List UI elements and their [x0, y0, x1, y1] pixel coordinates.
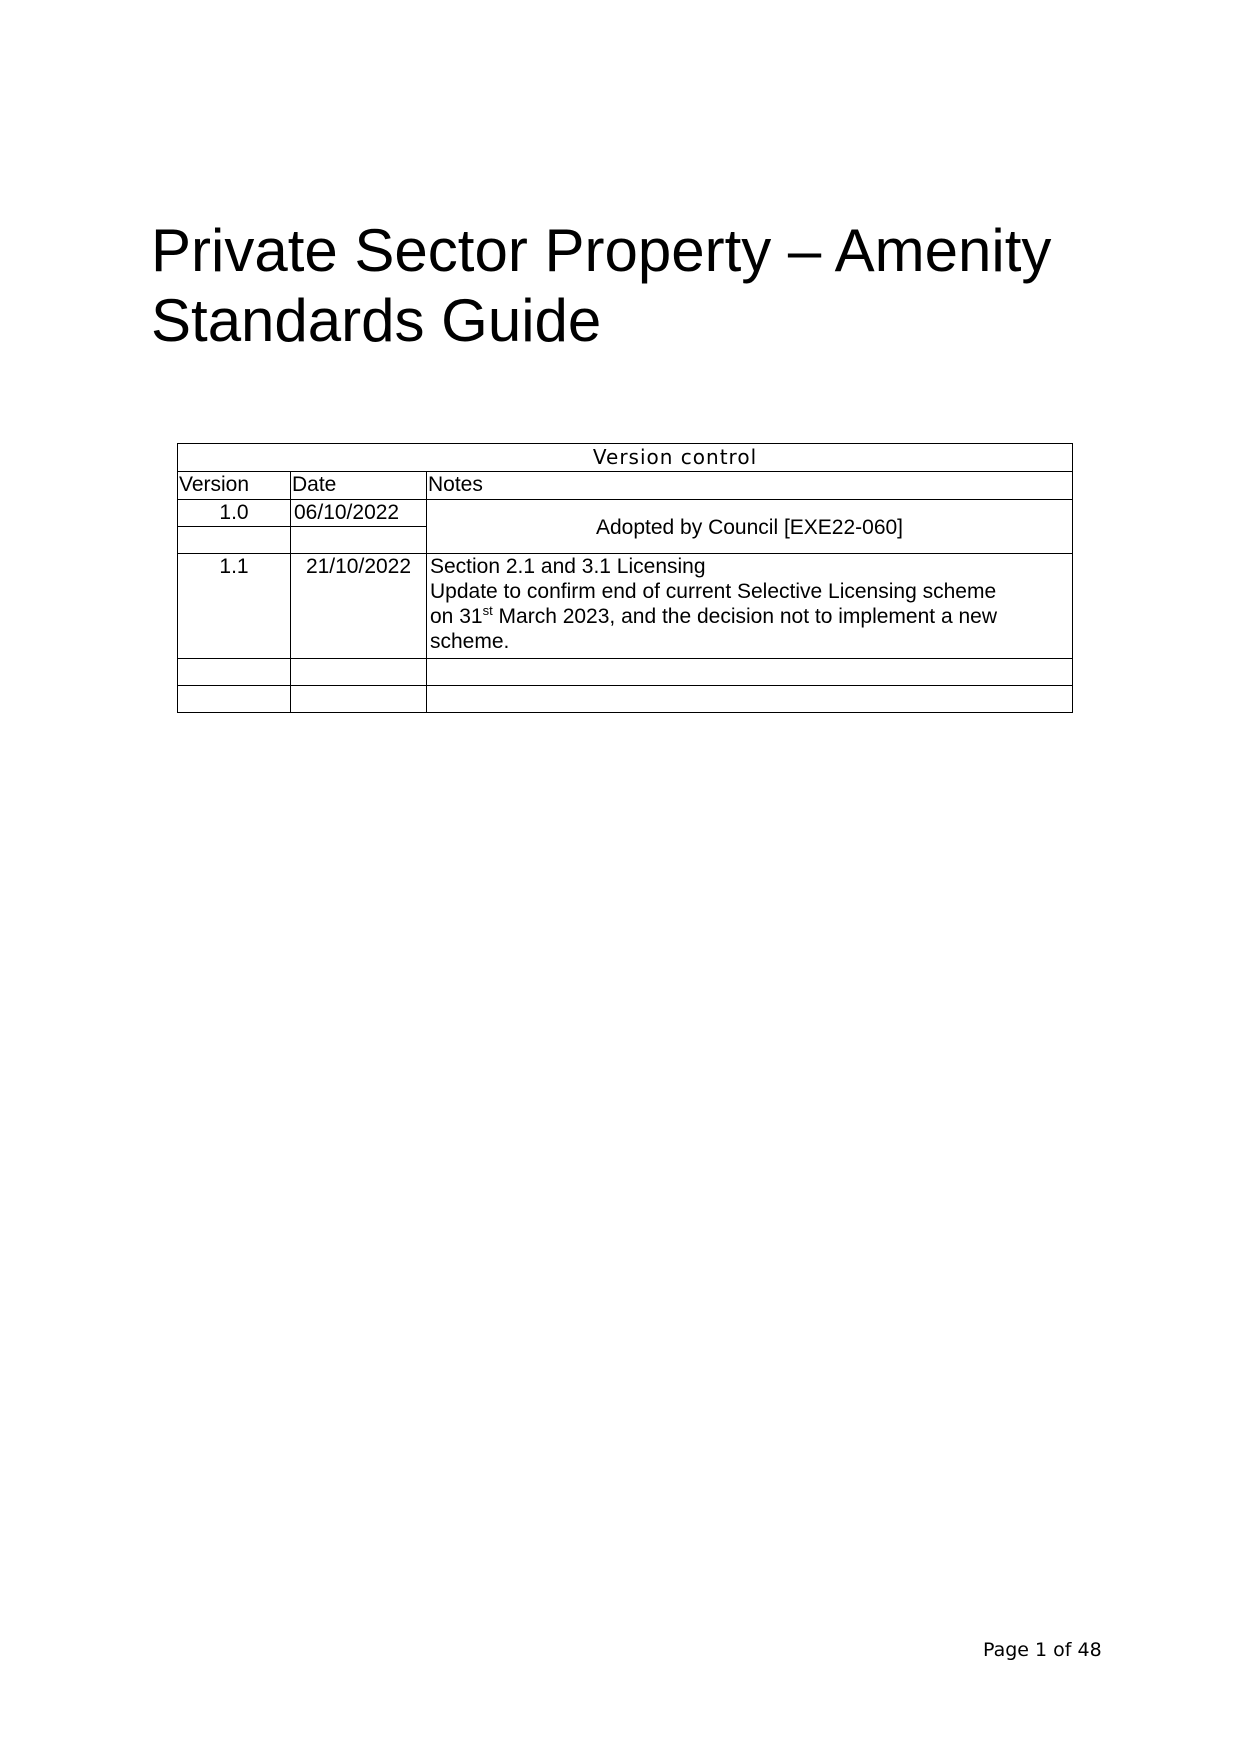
empty-cell	[291, 527, 427, 554]
notes-text: on 31	[430, 605, 483, 628]
row-date: 21/10/2022	[291, 554, 427, 659]
version-control-table	[177, 443, 1073, 713]
row-version: 1.0	[178, 500, 291, 527]
notes-line: Update to confirm end of current Selective Licensing scheme	[430, 580, 997, 603]
empty-cell	[427, 686, 1073, 713]
table-row	[178, 500, 1073, 527]
table-row	[178, 554, 1073, 659]
empty-cell	[178, 686, 291, 713]
row-date: 06/10/2022	[291, 500, 427, 527]
page-title-line-1: Private Sector Property – Amenity	[151, 217, 1052, 284]
table-row-empty	[178, 686, 1073, 713]
table-row-empty	[178, 659, 1073, 686]
empty-cell	[291, 659, 427, 686]
notes-line	[430, 604, 1069, 629]
page-title-line-2: Standards Guide	[151, 287, 602, 354]
version-control-caption: Version control	[178, 444, 1073, 472]
empty-cell	[178, 659, 291, 686]
header-date: Date	[291, 472, 427, 500]
table-header-row	[178, 472, 1073, 500]
header-notes: Notes	[427, 472, 1073, 500]
notes-line: scheme.	[430, 630, 510, 653]
page-number: Page 1 of 48	[983, 1639, 1102, 1661]
row-notes: Adopted by Council [EXE22-060]	[427, 500, 1073, 554]
row-notes	[427, 554, 1073, 659]
notes-line: Section 2.1 and 3.1 Licensing	[430, 555, 706, 578]
empty-cell	[291, 686, 427, 713]
notes-text: March 2023, and the decision not to implement a new	[492, 605, 997, 628]
row-version: 1.1	[178, 554, 291, 659]
header-version: Version	[178, 472, 291, 500]
ordinal-suffix: st	[482, 603, 493, 618]
empty-cell	[178, 527, 291, 554]
page-title	[151, 216, 1111, 356]
empty-cell	[427, 659, 1073, 686]
